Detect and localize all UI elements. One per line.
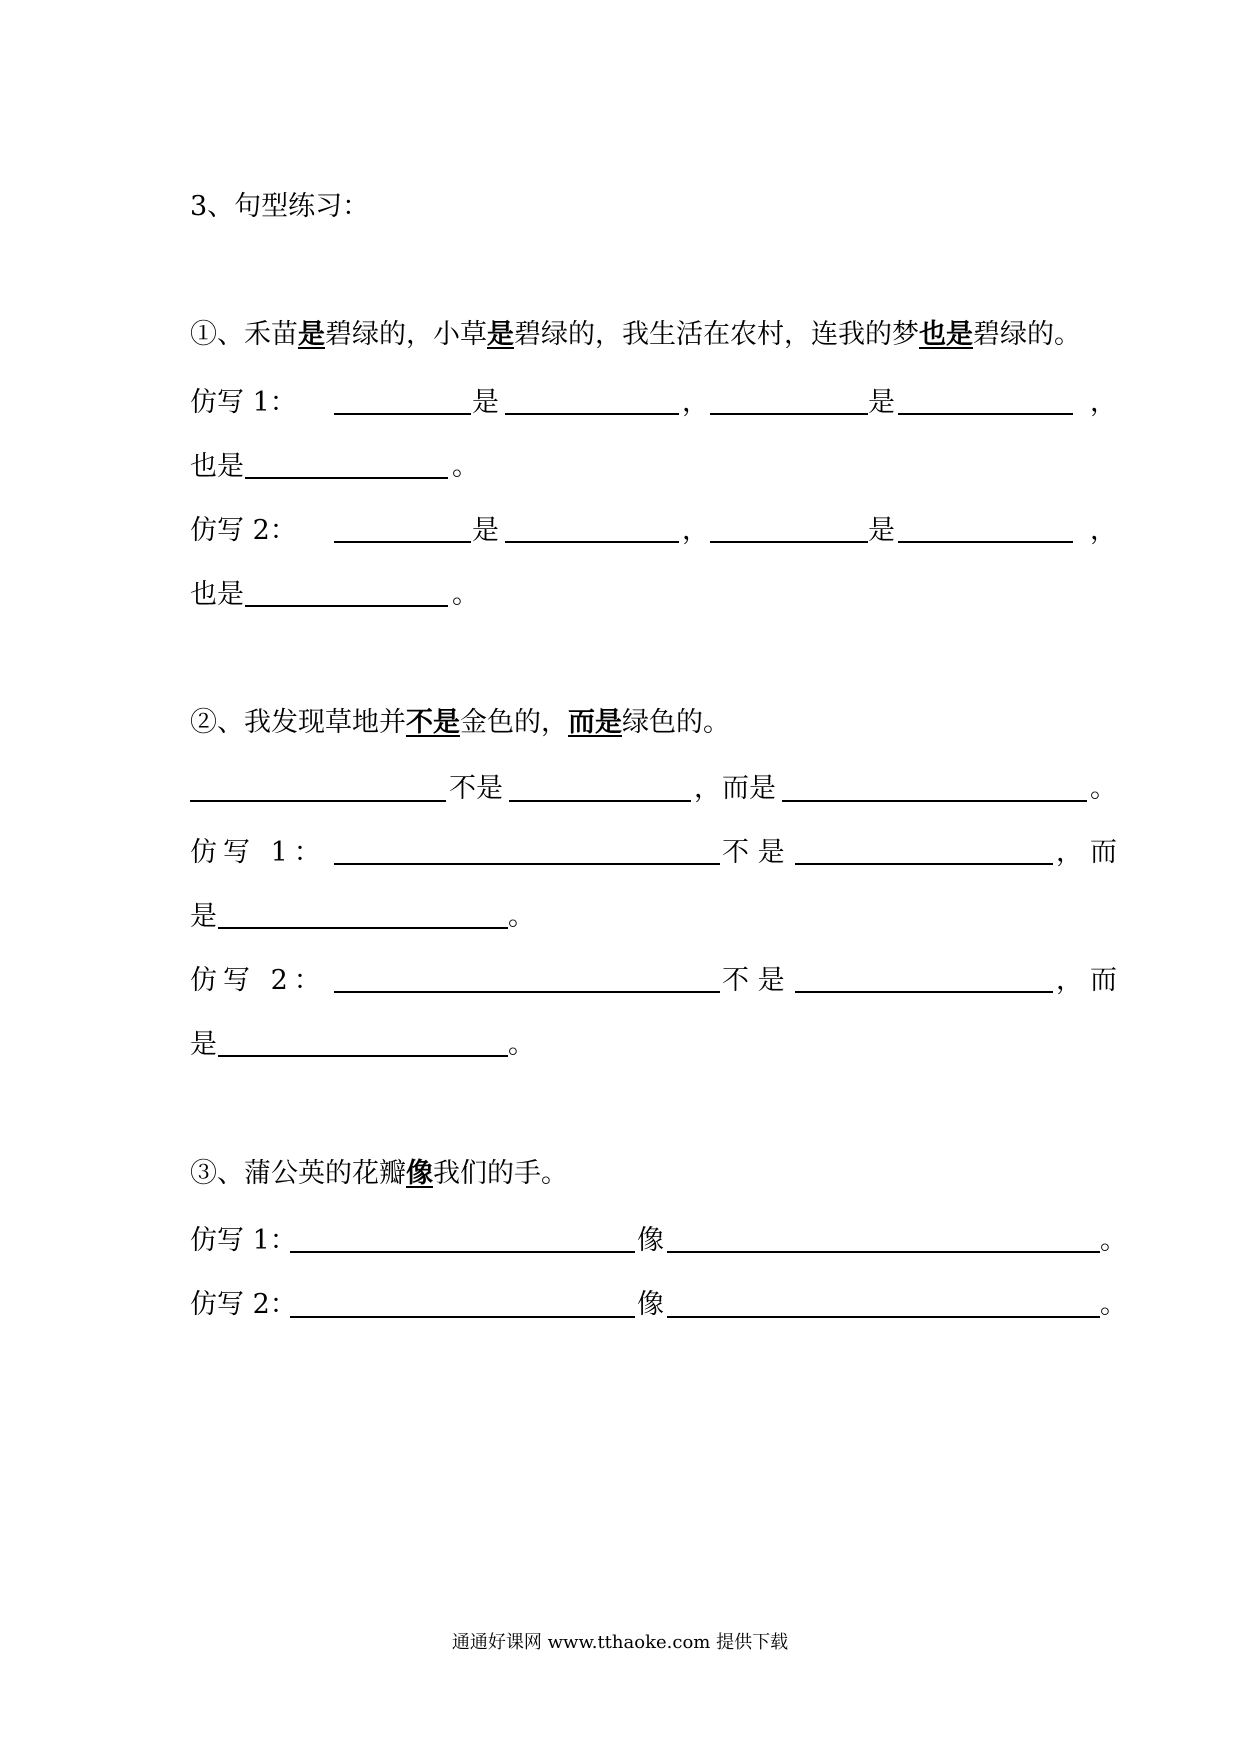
- q2-fx2-label: 仿写 2：: [190, 965, 327, 996]
- q1-fx1-label: 仿写 1：: [190, 387, 297, 418]
- q2-fx1-blank-1[interactable]: [334, 863, 720, 865]
- q2-tpl-period: 。: [1090, 773, 1117, 804]
- q2-fx1-period: 。: [508, 901, 535, 932]
- q1-fx2-yeshi: 也是: [190, 579, 244, 610]
- q2-tpl-bushi: 不是: [449, 773, 503, 804]
- q1-fx2-period: 。: [452, 579, 479, 610]
- q1-fx1-blank-5[interactable]: [245, 477, 448, 479]
- q3-fx2-xiang: 像: [637, 1289, 664, 1320]
- q2-fx1-er: 而: [1090, 837, 1117, 868]
- q1-fx2-blank-2[interactable]: [505, 541, 679, 543]
- q3-fx1-xiang: 像: [637, 1225, 664, 1256]
- q1-fx1-blank-2[interactable]: [505, 413, 679, 415]
- q2-tpl-ershi: 而是: [722, 773, 776, 804]
- q1-fx2-label: 仿写 2：: [190, 515, 297, 546]
- q3-fx1-period: 。: [1100, 1225, 1127, 1256]
- q1-fx1-comma: ，: [682, 387, 709, 418]
- q2-fx1-blank-2[interactable]: [795, 863, 1053, 865]
- q1-fx2-blank-3[interactable]: [710, 541, 868, 543]
- q1-fx2-shi-1: 是: [472, 515, 499, 546]
- q1-fx1-period: 。: [452, 451, 479, 482]
- q2-tpl-comma: ，: [694, 773, 721, 804]
- q1-fx1-blank-3[interactable]: [710, 413, 868, 415]
- q2-fx1-bushi: 不 是: [722, 837, 785, 868]
- q1-fx1-blank-1[interactable]: [334, 413, 471, 415]
- q3-fx2-label: 仿写 2：: [190, 1289, 297, 1320]
- q2-tpl-blank-1[interactable]: [190, 800, 446, 802]
- q2-tpl-blank-3[interactable]: [782, 800, 1087, 802]
- q2-fx1-blank-3[interactable]: [218, 927, 508, 929]
- q2-fx2-shi: 是: [190, 1029, 217, 1060]
- q2-tpl-blank-2[interactable]: [509, 800, 691, 802]
- q3-fx2-blank-2[interactable]: [667, 1316, 1100, 1318]
- q1-fx2-comma: ，: [682, 515, 709, 546]
- q2-fx1-comma: ，: [1056, 837, 1083, 868]
- q2-fx2-bushi: 不 是: [722, 965, 785, 996]
- q3-fx1-blank-1[interactable]: [290, 1251, 635, 1253]
- q3-sentence: ③、蒲公英的花瓣像我们的手。: [190, 1158, 568, 1189]
- q1-fx1-shi-2: 是: [868, 387, 895, 418]
- footer-credit: 通通好课网 www.tthaoke.com 提供下载: [451, 1632, 789, 1653]
- q2-fx2-blank-3[interactable]: [218, 1055, 508, 1057]
- q1-fx1-yeshi: 也是: [190, 451, 244, 482]
- q2-fx2-blank-2[interactable]: [795, 991, 1053, 993]
- q1-fx1-shi-1: 是: [472, 387, 499, 418]
- q1-fx2-blank-1[interactable]: [334, 541, 471, 543]
- q1-fx1-blank-4[interactable]: [898, 413, 1073, 415]
- q3-fx2-blank-1[interactable]: [290, 1316, 635, 1318]
- q1-fx2-comma-2: ，: [1090, 515, 1117, 546]
- q2-fx1-label: 仿写 1：: [190, 837, 327, 868]
- q3-fx1-label: 仿写 1：: [190, 1225, 297, 1256]
- q2-fx2-blank-1[interactable]: [334, 991, 720, 993]
- q1-sentence: ①、禾苗是碧绿的，小草是碧绿的，我生活在农村，连我的梦也是碧绿的。: [190, 319, 1081, 350]
- q2-fx2-comma: ，: [1056, 965, 1083, 996]
- section-title: 3、句型练习：: [190, 191, 370, 222]
- q1-fx2-shi-2: 是: [868, 515, 895, 546]
- q2-fx2-er: 而: [1090, 965, 1117, 996]
- q1-fx2-blank-5[interactable]: [245, 605, 448, 607]
- q3-fx1-blank-2[interactable]: [667, 1251, 1100, 1253]
- q2-fx1-shi: 是: [190, 901, 217, 932]
- q2-fx2-period: 。: [508, 1029, 535, 1060]
- q1-fx2-blank-4[interactable]: [898, 541, 1073, 543]
- q1-fx1-comma-2: ，: [1090, 387, 1117, 418]
- q2-sentence: ②、我发现草地并不是金色的，而是绿色的。: [190, 707, 730, 738]
- q3-fx2-period: 。: [1100, 1289, 1127, 1320]
